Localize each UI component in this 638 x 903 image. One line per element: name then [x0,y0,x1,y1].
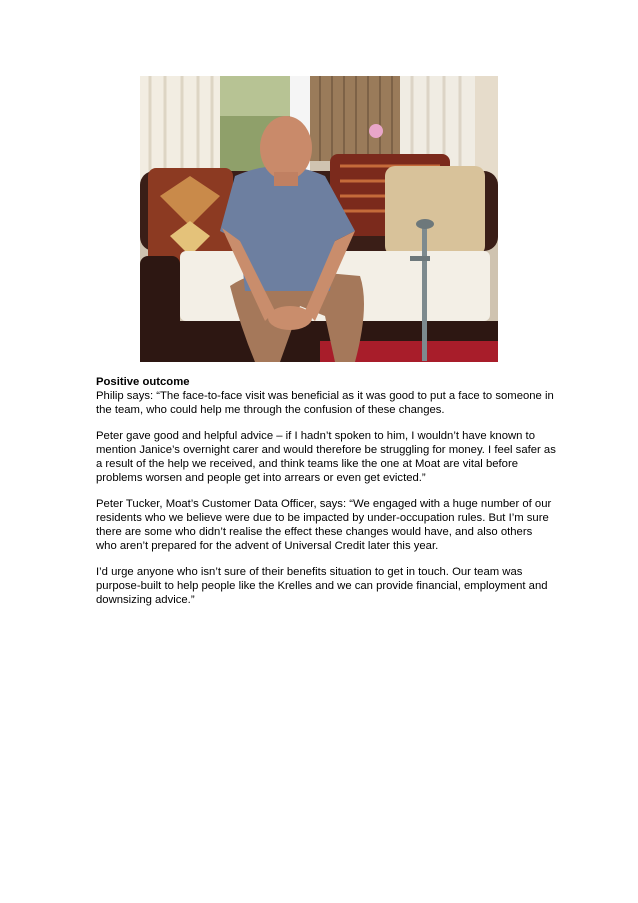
paragraph-3: Peter Tucker, Moat’s Customer Data Officer, says: “We engaged with a huge number of our residents who we believe were due to be impacted by under-occupation rules. But I’m sure there are some who didn’t realise the effect these changes would have, and also others who aren’t prepared for the advent of Universal Credit later this year. [96,498,552,552]
paragraph-4: I’d urge anyone who isn’t sure of their benefits situation to get in touch. Our team was purpose-built to help people like the Krelles and we can provide financial, employment and downsizing advice.” [96,566,548,606]
article-heading: Positive outcome [96,376,190,388]
paragraph-2: Peter gave good and helpful advice – if I hadn’t spoken to him, I wouldn’t have known to mention Janice’s overnight carer and would therefore be struggling for money. I feel safer as a result of the help we received, and think teams like the one at Moat are vital before problems worsen and people get into arrears or even get evicted.” [96,430,556,484]
paragraph-1 [96,375,556,417]
article-body [96,375,556,619]
article-photo [140,76,498,362]
paragraph-text: Philip says: “The face-to-face visit was beneficial as it was good to put a face to someone in the team, who could help me through the confusion of these changes. [96,390,554,416]
